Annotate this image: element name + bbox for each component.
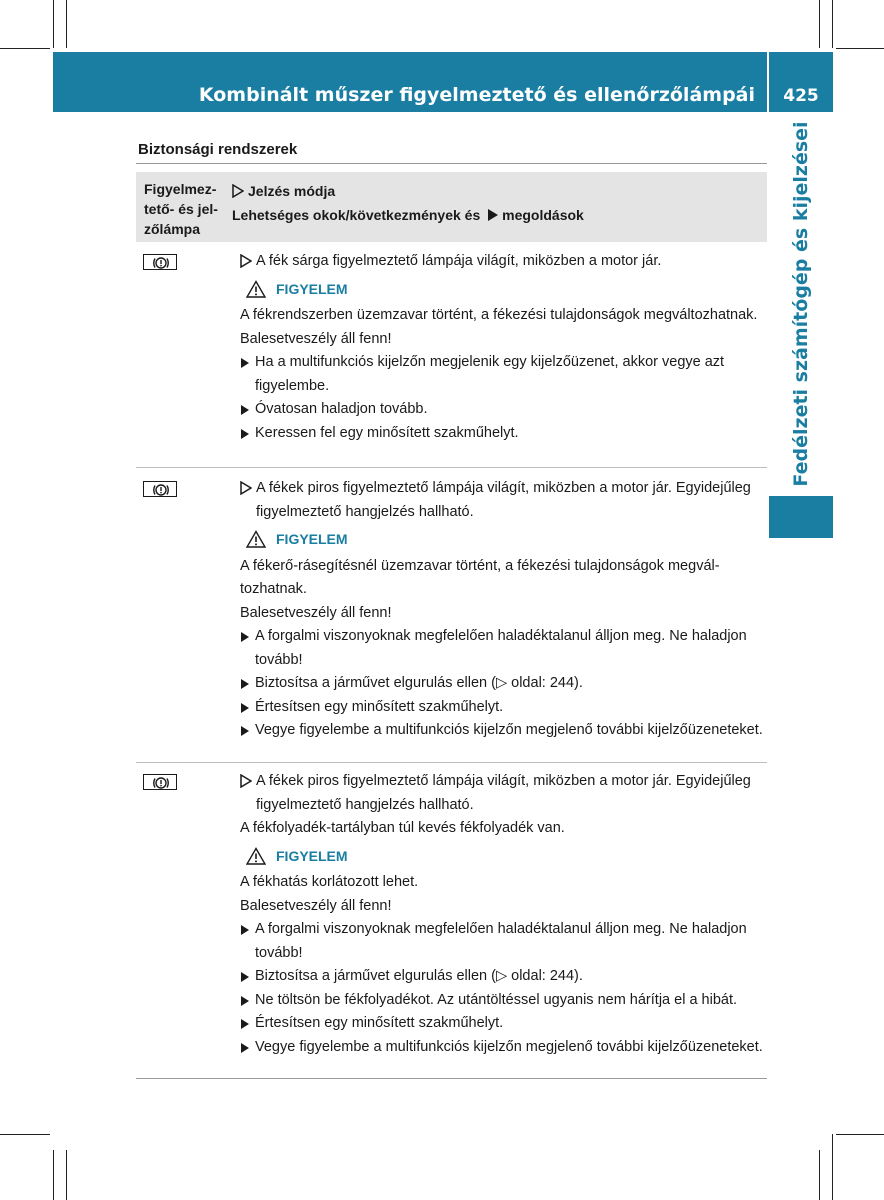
crop-mark [836,48,884,49]
outline-triangle-icon [240,774,252,788]
warning-text: A fékhatás korlátozott lehet. [240,874,419,890]
step-arrow-icon [241,632,249,642]
crop-mark [832,0,833,48]
instruction-step [240,1036,764,1060]
section-title: Biztonsági rendszerek [138,141,298,158]
step-arrow-icon [241,996,249,1006]
crop-mark [819,1150,820,1200]
step-text: Ne töltsön be fékfolyadékot. Az utántöltéssel ugyanis nem hárítja el a hibát. [255,991,738,1008]
side-tab-marker [769,496,833,538]
step-arrow-icon [241,405,249,415]
outline-triangle-icon [240,254,252,268]
step-arrow-icon [241,1019,249,1029]
section-rule [136,163,767,164]
step-arrow-icon [241,679,249,689]
side-chapter-tab [769,114,833,494]
crop-mark [0,1134,50,1135]
crop-mark [66,1150,67,1200]
danger-text: Balesetveszély áll fenn! [240,330,392,347]
instruction-step [240,918,764,965]
table-header-signal-column [232,179,584,227]
instruction-step [240,989,764,1013]
step-text: A forgalmi viszonyoknak megfelelően haladéktalanul álljon meg. Ne haladjon tovább! [255,921,747,961]
crop-mark [53,1150,54,1200]
warning-label: FIGYELEM [276,847,348,864]
step-text: Vegye figyelembe a multifunkciós kijelzőn megjelenő további kijelzőüzeneteket. [255,1038,763,1055]
warning-heading [240,845,764,869]
step-arrow-icon [241,1043,249,1053]
warning-heading [240,528,764,552]
warning-triangle-icon [246,280,266,298]
signal-description [240,770,764,817]
crop-mark [53,0,54,48]
signal-description [240,477,764,524]
step-text: Keressen fel egy minősített szakműhelyt. [255,424,519,441]
instruction-step [240,719,764,743]
page-number-box [769,52,833,112]
signal-text: A fékek piros figyelmeztető lámpája világít, miközben a motor jár. Egyidejűleg figyelmeztető hangjelzés hallható. [256,773,751,813]
outline-triangle-icon [240,481,252,495]
danger-text: Balesetveszély áll fenn! [240,604,392,621]
step-text: Értesítsen egy minősített szakműhelyt. [255,698,504,715]
chapter-header-bar [53,52,767,112]
page-number: 425 [783,86,819,106]
row-content [240,477,764,743]
signal-description [240,250,764,274]
warning-label: FIGYELEM [276,531,348,547]
step-text: Ha a multifunkciós kijelzőn megjelenik egy kijelzőüzenet, akkor vegye azt figyelembe. [255,354,725,394]
step-text: Biztosítsa a járművet elgurulás ellen (▷ oldal: 244). [255,675,583,691]
step-arrow-icon [241,358,249,368]
step-arrow-icon [241,925,249,935]
solutions-heading: megoldások [502,207,584,223]
crop-mark [836,1134,884,1135]
outline-triangle-icon [232,184,244,198]
step-text: Vegye figyelembe a multifunkciós kijelzőn megjelenő további kijelzőüzeneteket. [255,722,763,738]
instruction-step [240,672,764,696]
brake-warning-lamp-icon [143,254,177,270]
row-divider [136,467,767,468]
signal-extra-text: A fékfolyadék-tartályban túl kevés fékfolyadék van. [240,820,565,836]
crop-mark [819,0,820,48]
brake-warning-lamp-icon [143,481,177,497]
row-content [240,250,764,445]
signal-text: A fékek piros figyelmeztető lámpája világít, miközben a motor jár. Egyidejűleg figyelmeztető hangjelzés hallható. [256,480,751,520]
table-bottom-rule [136,1078,767,1079]
step-text: Biztosítsa a járművet elgurulás ellen (▷ oldal: 244). [255,968,583,984]
warning-label: FIGYELEM [276,280,348,297]
solid-triangle-icon [487,208,499,222]
chapter-title: Kombinált műszer figyelmeztető és ellenőrzőlámpái [198,84,755,106]
step-text: Értesítsen egy minősített szakműhelyt. [255,1015,504,1031]
signal-text: A fék sárga figyelmeztető lámpája világít, miközben a motor jár. [256,253,662,269]
step-arrow-icon [241,703,249,713]
signal-type-heading: Jelzés módja [248,183,336,199]
instruction-step [240,625,764,672]
warning-heading [240,278,764,302]
warning-text: A fékrendszerben üzemzavar történt, a fékezési tulajdonságok megváltozhatnak. [240,307,758,323]
warning-triangle-icon [246,847,266,865]
causes-heading: Lehetséges okok/következmények és [232,207,481,223]
step-text: Óvatosan haladjon tovább. [255,401,428,417]
crop-mark [66,0,67,48]
step-arrow-icon [241,726,249,736]
instruction-step [240,422,764,446]
instruction-step [240,696,764,720]
crop-mark [832,1134,833,1200]
danger-text: Balesetveszély áll fenn! [240,897,392,914]
table-header [136,172,767,242]
instruction-step [240,398,764,422]
warning-text: A fékerő-rásegítésnél üzemzavar történt, a fékezési tulajdonságok megváltozhatnak. [240,557,720,597]
instruction-step [240,351,764,398]
warning-triangle-icon [246,530,266,548]
table-header-lamp-column: Figyelmeztető- és jelzőlámpa [144,181,218,237]
crop-mark [0,48,50,49]
row-divider [136,762,767,763]
brake-warning-lamp-icon [143,774,177,790]
step-arrow-icon [241,429,249,439]
instruction-step [240,1012,764,1036]
row-content [240,770,764,1059]
instruction-step [240,965,764,989]
step-text: A forgalmi viszonyoknak megfelelően haladéktalanul álljon meg. Ne haladjon tovább! [255,628,747,668]
step-arrow-icon [241,972,249,982]
side-tab-label: Fedélzeti számítógép és kijelzései [790,121,812,487]
